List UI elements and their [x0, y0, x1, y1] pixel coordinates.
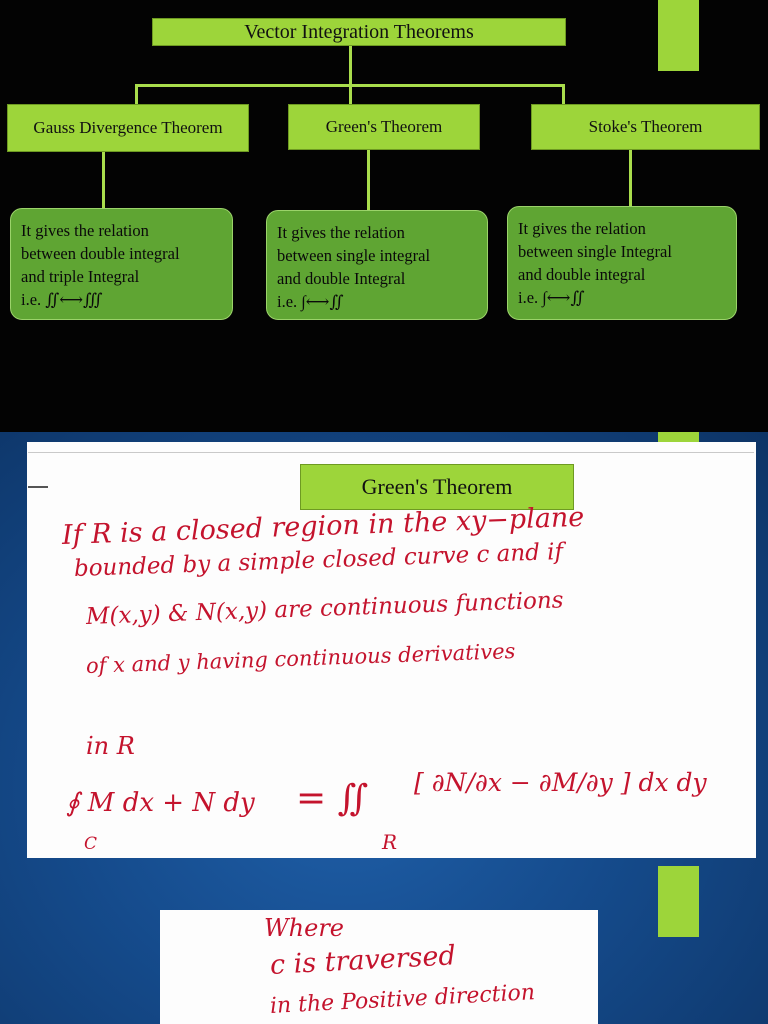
connector-line [102, 152, 105, 208]
hand-line-3: M(x,y) & N(x,y) are continuous functions [85, 587, 564, 630]
diagram-title: Vector Integration Theorems [152, 18, 566, 46]
connector-line [629, 150, 632, 206]
formula-region-subscript: R [382, 830, 398, 854]
connector-line [367, 150, 370, 210]
connector-line [135, 84, 138, 104]
connector-line [349, 46, 352, 86]
formula-bracket: [ ∂N/∂x − ∂M/∂y ] dx dy [414, 768, 707, 797]
slide-vector-integration [0, 0, 768, 432]
connector-line [562, 84, 565, 104]
where-line-1: Where [264, 914, 345, 942]
hand-line-4: of x and y having continuous derivatives [85, 639, 516, 678]
node-stokes: Stoke's Theorem [531, 104, 760, 150]
greens-theorem-heading: Green's Theorem [300, 464, 574, 510]
formula-left: ∮ M dx + N dy [66, 788, 255, 818]
accent-bar [658, 866, 699, 937]
accent-bar [658, 0, 699, 71]
node-greens: Green's Theorem [288, 104, 480, 150]
formula-equals-integral: = ∬ [296, 778, 369, 819]
where-line-3: in the Positive direction [269, 980, 536, 1019]
dash-mark [28, 486, 48, 488]
where-line-2: c is traversed [269, 940, 457, 981]
desc-gauss: It gives the relation between double integral and triple Integral i.e. ∬⟷∭ [10, 208, 233, 320]
hand-line-5: in R [86, 732, 135, 760]
node-gauss: Gauss Divergence Theorem [7, 104, 249, 152]
connector-line [349, 84, 352, 104]
desc-greens: It gives the relation between single integral and double Integral i.e. ∫⟷∬ [266, 210, 488, 320]
formula-left-subscript: C [84, 834, 98, 854]
hand-line-1: If R is a closed region in the xy−plane [61, 501, 585, 551]
hand-line-2: bounded by a simple closed curve c and if [73, 538, 564, 582]
desc-stokes: It gives the relation between single Integral and double integral i.e. ∫⟷∬ [507, 206, 737, 320]
paper-rule-line [28, 452, 754, 453]
